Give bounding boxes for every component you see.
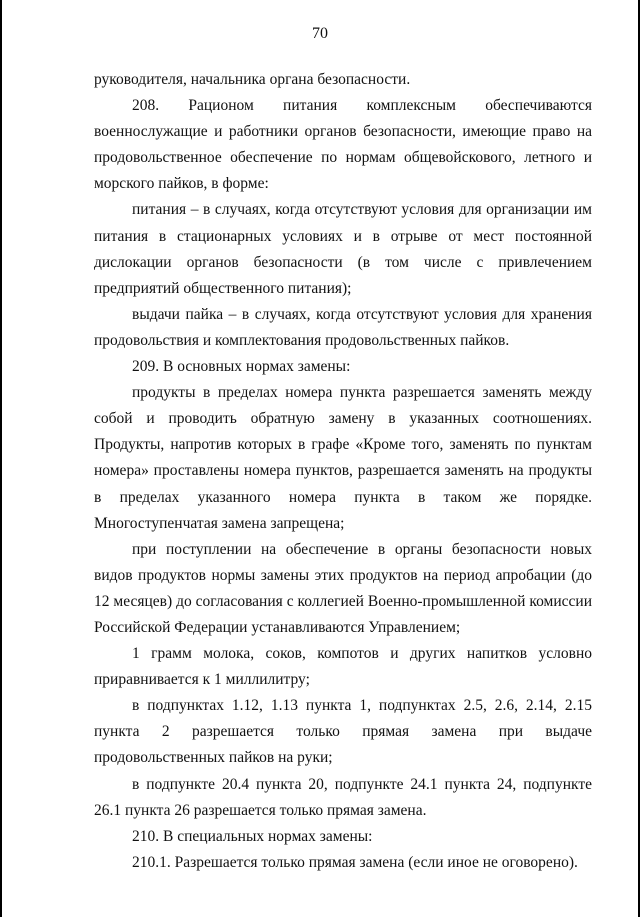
paragraph-subitems-20-26: в подпункте 20.4 пункта 20, подпункте 24.1 пункта 24, подпункте 26.1 пункта 26 разрешается только прямая замена. <box>94 775 592 819</box>
paragraph-continuation: руководителя, начальника органа безопасности. <box>94 71 411 88</box>
paragraph-milk-equivalence: 1 грамм молока, соков, компотов и других напитков условно приравнивается к 1 миллилитру; <box>94 645 592 689</box>
document-body <box>94 67 592 876</box>
paragraph-new-products: при поступлении на обеспечение в органы безопасности новых видов продуктов нормы замены этих продуктов на период апробации (до 12 месяцев) до согласования с коллегией Военно-промышленной комиссии Российской Федерации устанавливаются Управлением; <box>94 540 592 636</box>
paragraph-ration-issue: выдачи пайка – в случаях, когда отсутствуют условия для хранения продовольствия и комплектования продовольственных пайков. <box>94 305 592 349</box>
paragraph-meals: питания – в случаях, когда отсутствуют условия для организации им питания в стационарных условиях и в отрыве от мест постоянной дислокации органов безопасности (в том числе с привлечением предприятий общественного питания); <box>94 201 592 297</box>
page-number: 70 <box>312 25 328 42</box>
paragraph-208: 208. Рационом питания комплексным обеспечиваются военнослужащие и работники органов безопасности, имеющие право на продовольственное обеспечение по нормам общевойскового, летного и морского пайков, в форме: <box>94 97 592 193</box>
paragraph-210: 210. В специальных нормах замены: <box>132 827 373 845</box>
paragraph-209: 209. В основных нормах замены: <box>132 358 351 376</box>
paragraph-product-replacement: продукты в пределах номера пункта разрешается заменять между собой и проводить обратную замену в указанных соотношениях. Продукты, напротив которых в графе «Кроме того, заменять по пунктам номера» проставлены номера пунктов, разрешается заменять на продукты в пределах указанного номера пункта в таком же порядке. Многоступенчатая замена запрещена; <box>94 384 592 532</box>
paragraph-subitems-1-2: в подпунктах 1.12, 1.13 пункта 1, подпунктах 2.5, 2.6, 2.14, 2.15 пункта 2 разрешается только прямая замена при выдаче продовольственных пайков на руки; <box>94 697 592 767</box>
paragraph-210-1: 210.1. Разрешается только прямая замена (если иное не оговорено). <box>132 853 578 871</box>
